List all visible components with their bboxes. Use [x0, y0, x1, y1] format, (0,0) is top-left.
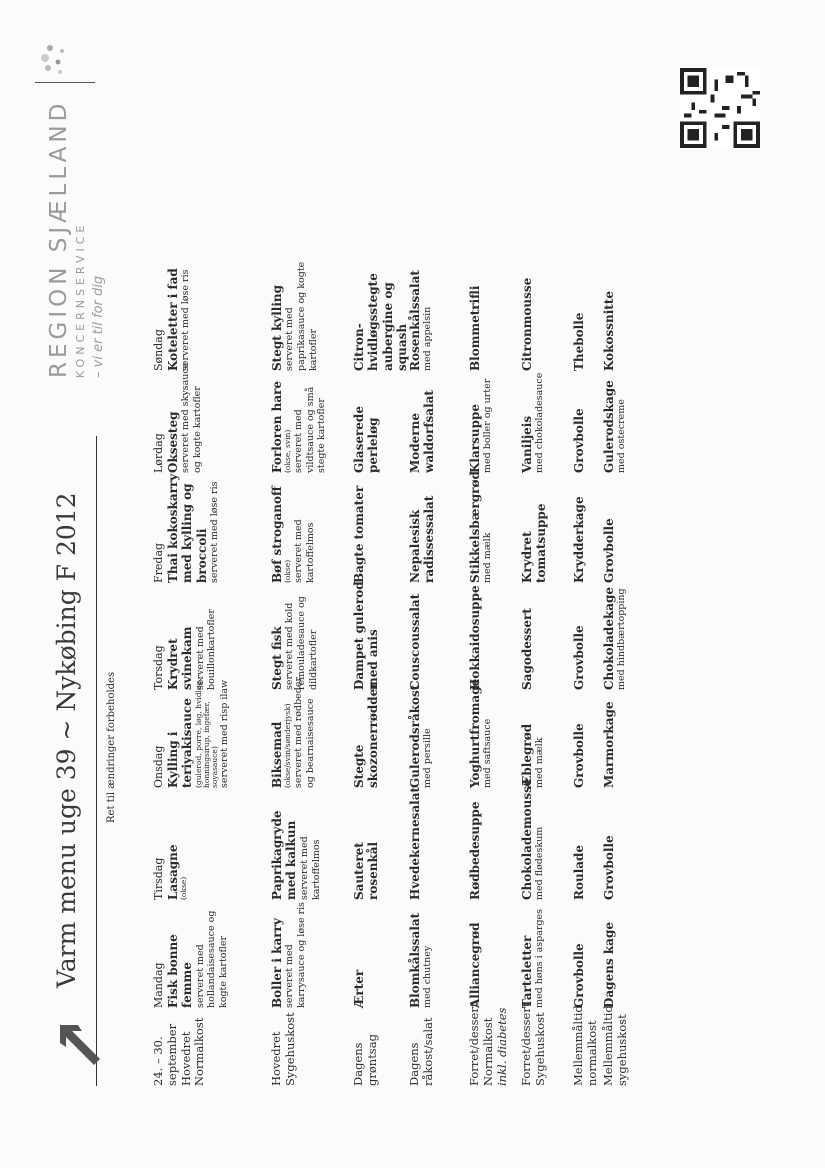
brand-dots-icon	[40, 38, 70, 78]
dish-description: serveret med løse ris	[208, 481, 220, 583]
dish-name: Lasagne	[165, 844, 180, 900]
dish-description: med høns i asparges	[534, 908, 546, 1008]
dish-description: med hindbærtopping	[616, 588, 628, 690]
row-label-line: Sygehuskost	[282, 1012, 297, 1086]
dish-name: Kokossnitte	[602, 290, 616, 371]
brand-sub: KONCERNSERVICE	[74, 221, 87, 378]
day-label: Søndag	[152, 329, 165, 371]
menu-cell	[352, 358, 381, 473]
dish-name: Oksesteg	[165, 411, 180, 473]
dish-description: med mælk	[482, 532, 494, 583]
row-label-line: Hovedret	[269, 1031, 283, 1086]
menu-cell	[468, 358, 494, 473]
menu-cell	[602, 785, 616, 900]
dish-name: Grovbolle	[572, 723, 586, 788]
dish-name: Moderne waldorfsalat	[408, 390, 437, 473]
menu-cell	[152, 785, 188, 900]
dish-name: Marmorkage	[602, 701, 616, 788]
menu-cell	[602, 673, 616, 788]
dish-description: serveret med vildtsauce og små stegte kartofler	[292, 386, 328, 473]
dish-name: Grovbolle	[602, 835, 616, 900]
dish-name: Koteletter i fad	[165, 268, 180, 371]
menu-cell	[270, 468, 316, 583]
menu-cell	[520, 468, 549, 583]
dish-note: (okse)	[283, 559, 293, 583]
dish-name: Sauteret rosenkål	[352, 841, 381, 900]
dish-name: Citron-hvidløgsstegte aubergine og squash	[352, 273, 410, 371]
dish-note: (oksе)	[179, 876, 189, 900]
menu-cell	[152, 468, 221, 583]
row-label-line: Mellemmåltid	[571, 1005, 585, 1086]
row-label	[519, 1002, 548, 1086]
menu-cell	[270, 673, 316, 788]
row-label-line: Forret/dessert	[467, 1002, 481, 1086]
menu-cell	[408, 256, 434, 371]
qr-code-icon	[680, 68, 760, 148]
dish-name: Hokkaidosuppe	[468, 585, 482, 690]
dish-name: Roulade	[572, 844, 586, 900]
menu-cell	[572, 575, 586, 690]
dish-description: med saftsauce	[482, 718, 494, 788]
dish-name: Citronmousse	[520, 277, 534, 371]
dish-name: Vaniljeis	[520, 415, 534, 473]
dish-name: Yoghurtfromage	[468, 678, 482, 788]
dish-description: serveret med risp ilaw	[219, 679, 231, 788]
dish-name: Paprikagryde med kalkun	[270, 810, 299, 900]
row-label	[352, 1006, 380, 1086]
menu-cell	[152, 673, 231, 788]
row-label-line: Forret/dessert	[519, 1002, 533, 1086]
dish-name: Grovbolle	[602, 518, 616, 583]
menu-cell	[270, 256, 320, 371]
menu-cell	[352, 893, 366, 1008]
menu-cell	[408, 468, 437, 583]
menu-cell	[520, 893, 546, 1008]
dish-description: med appelsin	[422, 306, 434, 371]
menu-cell	[572, 673, 586, 788]
menu-cell	[468, 468, 494, 583]
dish-name: Stikkelsbærgrød	[468, 471, 482, 583]
brand-name: REGION SJÆLLAND	[46, 99, 72, 378]
menu-cell	[468, 893, 482, 1008]
dish-name: Couscoussalat	[408, 593, 422, 690]
menu-cell	[468, 575, 482, 690]
dish-name: Thai kokoskarry med kylling og broccoli	[165, 473, 209, 583]
dish-name: Blommetrifli	[468, 285, 482, 371]
dish-name: Sagodessert	[520, 608, 534, 690]
footer-rule	[96, 436, 97, 1086]
menu-cell	[602, 893, 616, 1008]
dish-name: Blomkålssalat	[408, 912, 422, 1008]
day-label: Lørdag	[152, 433, 165, 473]
dish-name: Nepalesisk radissessalat	[408, 495, 437, 583]
menu-cell	[408, 358, 437, 473]
menu-cell	[602, 575, 628, 690]
row-label-line: sygehuskost	[614, 1014, 629, 1086]
dish-name: Fisk bonne femme	[165, 934, 195, 1008]
dish-description: serveret med bouillonkartofler	[194, 609, 218, 690]
dish-name: Chokoladekage	[602, 586, 616, 690]
row-label-line: Hovedret	[178, 1031, 193, 1086]
dish-description: serveret med rødbeder og bearnaisesauce	[292, 676, 316, 788]
menu-cell	[408, 575, 422, 690]
menu-cell	[152, 893, 230, 1008]
row-label-line: september	[164, 1023, 179, 1086]
day-label: Torsdag	[152, 645, 165, 690]
dish-name: Grovbolle	[572, 408, 586, 473]
menu-cell	[352, 468, 366, 583]
dish-description: serveret med kold remouladesauce og dildkartofler	[284, 596, 320, 690]
row-label-line: Mellemmåltid	[601, 1005, 615, 1086]
dish-name: Stegte skozonerrødder	[352, 682, 381, 788]
menu-cell	[602, 358, 628, 473]
row-label-line: Normalkost	[192, 1017, 207, 1086]
brand-block	[46, 100, 106, 378]
menu-cell	[152, 575, 218, 690]
row-label	[602, 1006, 630, 1086]
dish-name: Boller i karry	[270, 918, 284, 1008]
row-label	[152, 1006, 207, 1086]
menu-cell	[270, 358, 328, 473]
dish-name: Krydret tomatsuppe	[520, 503, 549, 583]
menu-cell	[572, 256, 586, 371]
day-label: Mandag	[152, 962, 165, 1008]
dish-name: Klarsuppe	[468, 404, 482, 473]
menu-cell	[152, 358, 204, 473]
menu-cell	[408, 785, 422, 900]
footer-note: Ret til ændringer forbeholdes	[106, 671, 117, 823]
dish-name: Chokolademousse	[520, 778, 534, 900]
menu-cell	[602, 256, 616, 371]
row-label	[467, 1002, 509, 1086]
dish-description: serveret med paprikasauce og kogte kartofler	[284, 261, 320, 371]
dish-name: Glaserede perleløg	[352, 406, 381, 473]
row-label-line: inkl. diabetes	[494, 1007, 509, 1086]
dish-description: med boller og urter	[482, 378, 494, 473]
row-label-line: Dagens	[351, 1042, 365, 1086]
row-label-line: normalkost	[584, 1020, 599, 1086]
page-title: Varm menu uge 39 ~ Nykøbing F 2012	[52, 492, 81, 988]
menu-cell	[152, 256, 192, 371]
menu-cell	[520, 575, 534, 690]
menu-cell	[572, 893, 586, 1008]
row-label-line: Sygehuskost	[532, 1012, 547, 1086]
dish-name: Bøf stroganoff	[270, 486, 284, 583]
menu-cell	[270, 575, 320, 690]
row-label-line: grøntsag	[364, 1034, 379, 1086]
menu-cell	[270, 893, 308, 1008]
menu-cell	[572, 468, 586, 583]
dish-description: serveret med karrysauce og løse ris	[284, 901, 308, 1008]
dish-description: serveret med skysauce og kogte kartofler	[180, 362, 204, 473]
dish-name: Biksemad	[270, 721, 284, 788]
dish-name: Dampet gulerod med anis	[352, 581, 381, 690]
dish-name: Stegt kylling	[270, 284, 284, 371]
dish-description: med chokoladesauce	[534, 372, 546, 473]
dish-note: (gulerod, porre, løg, hvidløg, honningsirup, ingefær, soyasauce)	[193, 678, 220, 788]
dish-note: (okse, svin)	[283, 429, 293, 473]
menu-cell	[572, 358, 586, 473]
menu-cell	[408, 893, 434, 1008]
dish-name: Grovbolle	[572, 943, 586, 1008]
dish-name: Krydret svinekam	[165, 626, 195, 690]
dish-name: Alliancegrød	[468, 922, 482, 1008]
menu-cell	[352, 575, 381, 690]
row-label	[572, 1006, 600, 1086]
menu-cell	[520, 673, 546, 788]
menu-cell	[520, 778, 546, 900]
menu-cell	[352, 256, 410, 371]
dish-description: med persille	[422, 728, 434, 788]
row-label-line: råkost/salat	[420, 1017, 435, 1086]
dish-description: serveret med hollandaisesauce og kogte kartofler	[194, 910, 230, 1008]
menu-cell	[408, 673, 434, 788]
row-label-line: Dagens	[407, 1042, 421, 1086]
dish-name: Æblegrød	[520, 723, 534, 788]
menu-cell	[352, 785, 381, 900]
dish-name: Hvedekernesalat	[408, 786, 422, 900]
day-label: Tirsdag	[152, 857, 165, 900]
dish-name: Thebolle	[572, 312, 586, 371]
dish-name: Kylling i teriyakisauce	[165, 698, 195, 788]
dish-name: Krydderkage	[572, 496, 586, 583]
dish-name: Tarteletter	[520, 935, 534, 1008]
menu-cell	[520, 256, 534, 371]
dish-name: Forloren hare	[270, 380, 284, 473]
menu-cell	[602, 468, 616, 583]
menu-cell	[468, 256, 482, 371]
dish-description: serveret med kartoffelmos	[292, 519, 316, 583]
row-label	[408, 1006, 436, 1086]
row-label-line: 24. – 30.	[151, 1036, 165, 1086]
dish-name: Stegt fisk	[270, 626, 284, 690]
dish-description: med ostecreme	[616, 399, 628, 473]
menu-cell	[572, 785, 586, 900]
menu-cell	[468, 785, 482, 900]
dish-name: Dagens kage	[602, 922, 616, 1008]
dish-name: Rosenkålssalat	[408, 270, 422, 371]
arrow-logo-icon	[50, 1013, 100, 1073]
dish-name: Grovbolle	[572, 625, 586, 690]
dish-name: Rødbedesuppe	[468, 801, 482, 900]
dish-description: med flødeskum	[534, 826, 546, 900]
dish-description: med mælk	[534, 737, 546, 788]
row-label	[270, 1006, 298, 1086]
menu-cell	[270, 785, 323, 900]
brand-tagline: – vi er til for dig	[91, 275, 106, 378]
dish-name: Gulerodsråkost	[408, 684, 422, 788]
menu-cell	[352, 673, 381, 788]
brand-divider	[35, 82, 95, 83]
dish-name: Ærter	[352, 969, 366, 1008]
day-label: Fredag	[152, 542, 165, 583]
menu-cell	[520, 358, 546, 473]
dish-name: Bagte tomater	[352, 485, 366, 583]
dish-description: serveret med kartoffelmos	[298, 836, 322, 900]
dish-description: serveret med løse ris	[180, 269, 192, 371]
dish-note: (okse/svin/sønderjysk)	[283, 703, 293, 788]
row-label-line: Normalkost	[480, 1017, 495, 1086]
dish-description: med chutney	[422, 945, 434, 1008]
menu-cell	[468, 673, 494, 788]
day-label: Onsdag	[152, 745, 165, 788]
dish-name: Gulerodskage	[602, 380, 616, 473]
